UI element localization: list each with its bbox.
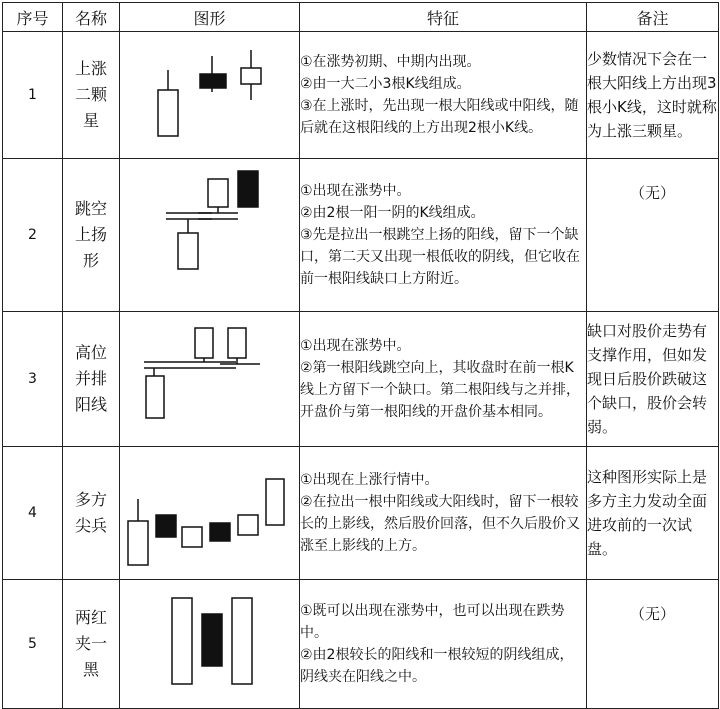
pattern-figure <box>120 312 300 447</box>
header-cell: 序号 <box>3 3 63 32</box>
pattern-name <box>63 447 120 580</box>
table-row <box>3 580 719 709</box>
header-cell: 名称 <box>63 3 120 32</box>
name-line: 上涨 <box>74 59 107 78</box>
candlestick-diagram <box>120 159 300 311</box>
name-line: 两红 <box>74 608 107 627</box>
feature-line: ③在上涨时，先出现一根大阳线或中阳线，随后就在这根阳线的上方出现2根小K线。 <box>300 98 579 136</box>
note-cell: 缺口对股价走势有支撑作用，但如发现日后股价跌破这个缺口，股价会转弱。 <box>587 312 719 447</box>
name-line: 上扬 <box>74 225 107 244</box>
bullish-candle <box>195 328 213 358</box>
table-row <box>3 32 719 159</box>
features-cell <box>300 447 587 580</box>
bullish-candle <box>146 376 164 418</box>
candlestick-diagram <box>120 312 300 446</box>
bullish-candle <box>172 598 192 684</box>
note-cell: （无） <box>587 159 719 312</box>
features-cell <box>300 159 587 312</box>
header-cell: 备注 <box>587 3 719 32</box>
name-line: 星 <box>82 111 99 130</box>
name-line: 黑 <box>82 660 99 679</box>
row-number: 5 <box>3 580 63 709</box>
bearish-candle <box>156 515 176 537</box>
feature-line: ③先是拉出一根跳空上扬的阳线，留下一个缺口，第二天又出现一根低收的阴线，但它收在前一根阳线缺口上方附近。 <box>300 227 580 287</box>
name-line: 形 <box>82 251 99 270</box>
pattern-name <box>63 159 120 312</box>
feature-line: ②由一大二小3根K线组成。 <box>300 76 471 92</box>
feature-line: ①在涨势初期、中期内出现。 <box>300 54 481 70</box>
table-row <box>3 159 719 312</box>
pattern-figure <box>120 159 300 312</box>
name-line: 多方 <box>74 490 107 509</box>
bullish-candle <box>241 68 261 84</box>
header-cell: 特征 <box>300 3 587 32</box>
table-row <box>3 312 719 447</box>
bullish-candle <box>266 479 284 525</box>
note-cell: 这种图形实际上是多方主力发动全面进攻前的一次试盘。 <box>587 447 719 580</box>
bullish-candle <box>232 598 252 684</box>
pattern-figure <box>120 580 300 709</box>
bearish-candle <box>210 523 230 541</box>
bearish-candle <box>202 614 222 666</box>
candlestick-diagram <box>120 580 300 708</box>
table-row <box>3 447 719 580</box>
candlestick-diagram <box>120 32 300 158</box>
bullish-candle <box>158 90 178 136</box>
bearish-candle <box>238 171 258 207</box>
feature-line: ②在拉出一根中阳线或大阳线时，留下一根较长的上影线，然后股价回落，但不久后股价又涨至上影线的上方。 <box>300 494 580 554</box>
name-line: 二颗 <box>74 85 107 104</box>
bullish-candle <box>182 527 202 547</box>
name-line: 阳线 <box>74 395 107 414</box>
name-line: 并排 <box>74 369 107 388</box>
bearish-candle <box>200 74 226 88</box>
bullish-candle <box>128 521 148 565</box>
row-number: 4 <box>3 447 63 580</box>
row-number: 1 <box>3 32 63 159</box>
note-cell: 少数情况下会在一根大阳线上方出现3根小K线，这时就称为上涨三颗星。 <box>587 32 719 159</box>
name-line: 高位 <box>74 343 107 362</box>
feature-line: ②第一根阳线跳空向上，其收盘时在前一根K线上方留下一个缺口。第二根阳线与之并排，开盘价与第一根阳线的开盘价基本相同。 <box>300 360 580 420</box>
feature-line: ①既可以出现在涨势中，也可以出现在跌势中。 <box>300 603 565 641</box>
features-cell <box>300 580 587 709</box>
candlestick-diagram <box>120 447 300 579</box>
row-number: 3 <box>3 312 63 447</box>
pattern-name <box>63 312 120 447</box>
bullish-candle <box>178 233 198 269</box>
bullish-candle <box>238 515 258 535</box>
row-number: 2 <box>3 159 63 312</box>
bullish-candle <box>208 179 228 207</box>
pattern-figure <box>120 447 300 580</box>
note-cell: （无） <box>587 580 719 709</box>
feature-line: ①出现在涨势中。 <box>300 338 411 354</box>
name-line: 跳空 <box>74 199 107 218</box>
features-cell <box>300 312 587 447</box>
name-line: 夹一 <box>74 634 107 653</box>
feature-line: ①出现在上涨行情中。 <box>300 472 439 488</box>
name-line: 尖兵 <box>74 516 107 535</box>
feature-line: ②由2根较长的阳线和一根较短的阴线组成，阴线夹在阳线之中。 <box>300 647 574 685</box>
header-cell: 图形 <box>120 3 300 32</box>
bullish-candle <box>228 328 246 358</box>
features-cell <box>300 32 587 159</box>
header-row <box>3 3 719 32</box>
pattern-figure <box>120 32 300 159</box>
pattern-table <box>2 2 719 709</box>
feature-line: ②由2根一阳一阴的K线组成。 <box>300 205 485 221</box>
feature-line: ①出现在涨势中。 <box>300 183 411 199</box>
pattern-name <box>63 32 120 159</box>
pattern-name <box>63 580 120 709</box>
